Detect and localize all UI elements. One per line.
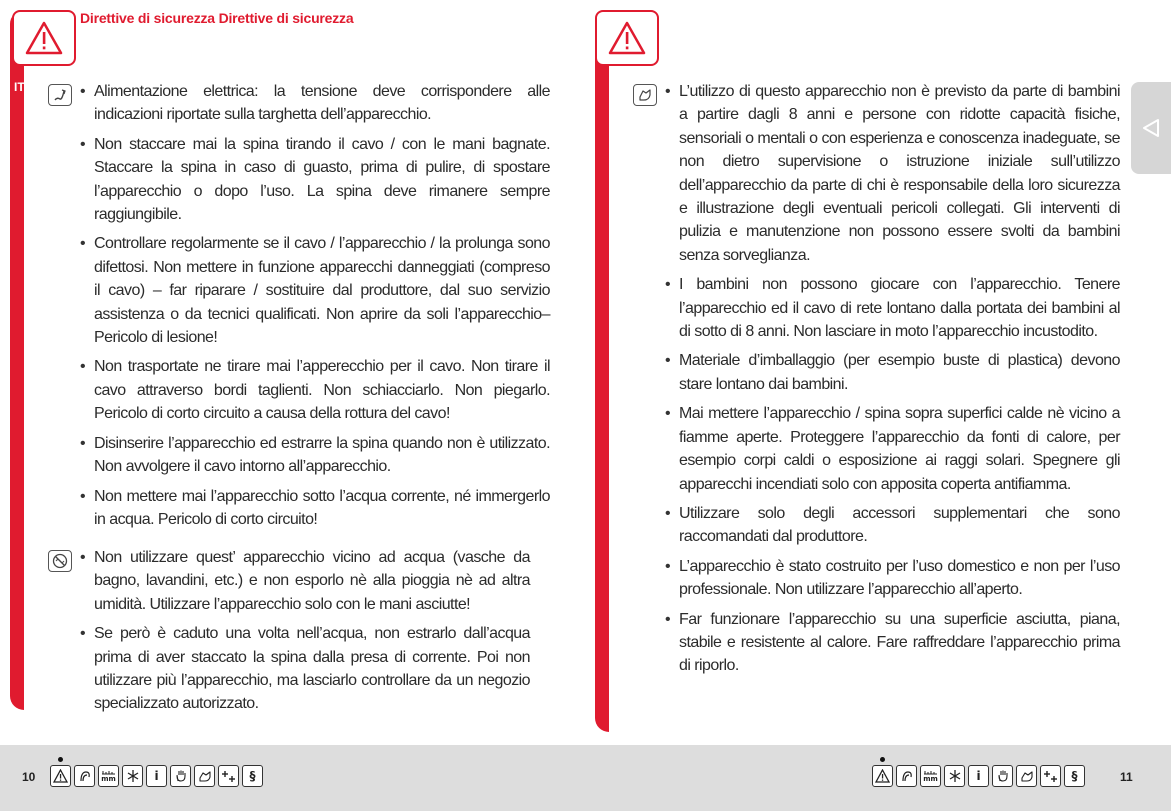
paragraph-icon[interactable] xyxy=(242,765,263,787)
info-icon-label: i xyxy=(154,769,159,783)
warning-icon[interactable] xyxy=(50,765,71,787)
page-left xyxy=(0,0,585,740)
side-navigation-tab[interactable] xyxy=(1131,82,1171,174)
paragraph-icon[interactable] xyxy=(1064,765,1085,787)
paragraph-icon-label: § xyxy=(249,769,256,783)
sparkle-icon[interactable] xyxy=(122,765,143,787)
hair-icon[interactable] xyxy=(896,765,917,787)
list-item: • Far funzionare l’apparecchio su una superficie asciutta, piana, stabile e resistente al calore. Fare raffreddare l’apparecchio prima di riporlo. xyxy=(665,608,1120,678)
electric-plug-icon xyxy=(48,84,72,106)
warning-header-box xyxy=(12,10,76,66)
list-item: • Non mettere mai l’apparecchio sotto l’acqua corrente, né immergerlo in acqua. Pericolo di corto circuito! xyxy=(80,485,550,532)
plus-minus-icon[interactable] xyxy=(1040,765,1061,787)
bullet-list-electrical xyxy=(80,80,550,537)
language-tag: IT xyxy=(14,80,25,94)
sparkle-icon[interactable] xyxy=(944,765,965,787)
info-icon-label: i xyxy=(976,769,981,783)
footer-bar xyxy=(0,745,1171,811)
triangle-left-icon xyxy=(1141,117,1161,139)
hand-icon xyxy=(633,84,657,106)
list-item: • Non staccare mai la spina tirando il cavo / con le mani bagnate. Staccare la spina in caso di guasto, prima di pulire, di spostare l’apparecchio o dopo l’uso. La spina deve rimanere sempre raggiungibile. xyxy=(80,133,550,227)
ruler-mm-icon[interactable] xyxy=(98,765,119,787)
list-item: • Se però è caduto una volta nell’acqua, non estrarlo dall’acqua prima di aver staccato la spina dalla presa di corrente. Poi non utilizzare più l’apparecchio, ma lasciarlo controllare da un negozio specializzato autorizzato. xyxy=(80,622,530,716)
red-side-bar xyxy=(10,10,24,710)
warning-triangle-icon xyxy=(608,21,646,55)
bullet-list-children-safety xyxy=(665,80,1120,684)
list-item: • Non trasportate ne tirare mai l’apperecchio per il cavo. Non tirare il cavo attraverso bordi taglienti. Non schiacciarlo. Non piegarlo. Pericolo di corto circuito a causa della rottura del cavo! xyxy=(80,355,550,425)
bullet-list-water xyxy=(80,546,530,722)
plus-minus-icon[interactable] xyxy=(218,765,239,787)
hand-wave-icon[interactable] xyxy=(194,765,215,787)
list-item: • I bambini non possono giocare con l’apparecchio. Tenere l’apparecchio ed il cavo di rete lontano dalla portata dei bambini al di sotto di 8 anni. Non lasciare in moto l’apparecchio incustodito. xyxy=(665,273,1120,343)
page-number-right: 11 xyxy=(1120,770,1133,784)
hand-icon[interactable] xyxy=(992,765,1013,787)
list-item: • Alimentazione elettrica: la tensione deve corrispondere alle indicazioni riportate sulla targhetta dell’apparecchio. xyxy=(80,80,550,127)
list-item: • L’apparecchio è stato costruito per l’uso domestico e non per l’uso professionale. Non utilizzare l’apparecchio all’aperto. xyxy=(665,555,1120,602)
info-icon[interactable] xyxy=(968,765,989,787)
warning-header-box xyxy=(595,10,659,66)
ruler-mm-label: mm xyxy=(923,774,938,783)
paragraph-icon-label: § xyxy=(1071,769,1078,783)
list-item: • Controllare regolarmente se il cavo / l’apparecchio / la prolunga sono difettosi. Non mettere in funzione apparecchi danneggiati (compreso il cavo) – far riparare / sostituire dal produttore, dal suo servizio assistenza o da tecnici qualificati. Non aprire da soli l’apparecchio– Pericolo di lesione! xyxy=(80,232,550,349)
info-icon[interactable] xyxy=(146,765,167,787)
red-side-bar xyxy=(595,10,609,732)
warning-icon[interactable] xyxy=(872,765,893,787)
list-item: • Non utilizzare quest’ apparecchio vicino ad acqua (vasche da bagno, lavandini, etc.) e non esporlo nè alla pioggia nè ad altra umidità. Utilizzare l’apparecchio solo con le mani asciutte! xyxy=(80,546,530,616)
footer-icon-row-left xyxy=(50,765,263,787)
no-water-icon xyxy=(48,550,72,572)
list-item: • Materiale d’imballaggio (per esempio buste di plastica) devono stare lontano dai bambini. xyxy=(665,349,1120,396)
list-item: • Mai mettere l’apparecchio / spina sopra superfici calde nè vicino a fiamme aperte. Proteggere l’apparecchio da fonti di calore, per esempio corpi caldi o esposizione ai raggi solari. Spegnere gli apparecchi incendiati solo con apposita coperta antifiamma. xyxy=(665,402,1120,496)
ruler-mm-icon[interactable] xyxy=(920,765,941,787)
warning-triangle-icon xyxy=(25,21,63,55)
list-item: • Utilizzare solo degli accessori supplementari che sono raccomandati dal produttore. xyxy=(665,502,1120,549)
list-item: • L’utilizzo di questo apparecchio non è previsto da parte di bambini a partire dagli 8 anni e persone con ridotte capacità fisiche, sensoriali o mentali o con esperienza e conoscenza inadeguate, se non dietro supervisione o istruzione iniziale sull’utilizzo dell’apparecchio da parte di chi è responsabile della loro sicurezza e illustrazione degli eventuali pericoli collegati. Gli interventi di pulizia e manutenzione non possono essere svolti da bambini senza sorveglianza. xyxy=(665,80,1120,267)
hair-icon[interactable] xyxy=(74,765,95,787)
list-item: • Disinserire l’apparecchio ed estrarre la spina quando non è utilizzato. Non avvolgere il cavo intorno all’apparecchio. xyxy=(80,432,550,479)
ruler-mm-label: mm xyxy=(101,774,116,783)
section-title: Direttive di sicurezza Direttive di sicurezza xyxy=(80,10,354,26)
footer-icon-row-right xyxy=(872,765,1085,787)
page-right xyxy=(585,0,1171,740)
hand-wave-icon[interactable] xyxy=(1016,765,1037,787)
page-number-left: 10 xyxy=(22,770,36,784)
hand-icon[interactable] xyxy=(170,765,191,787)
